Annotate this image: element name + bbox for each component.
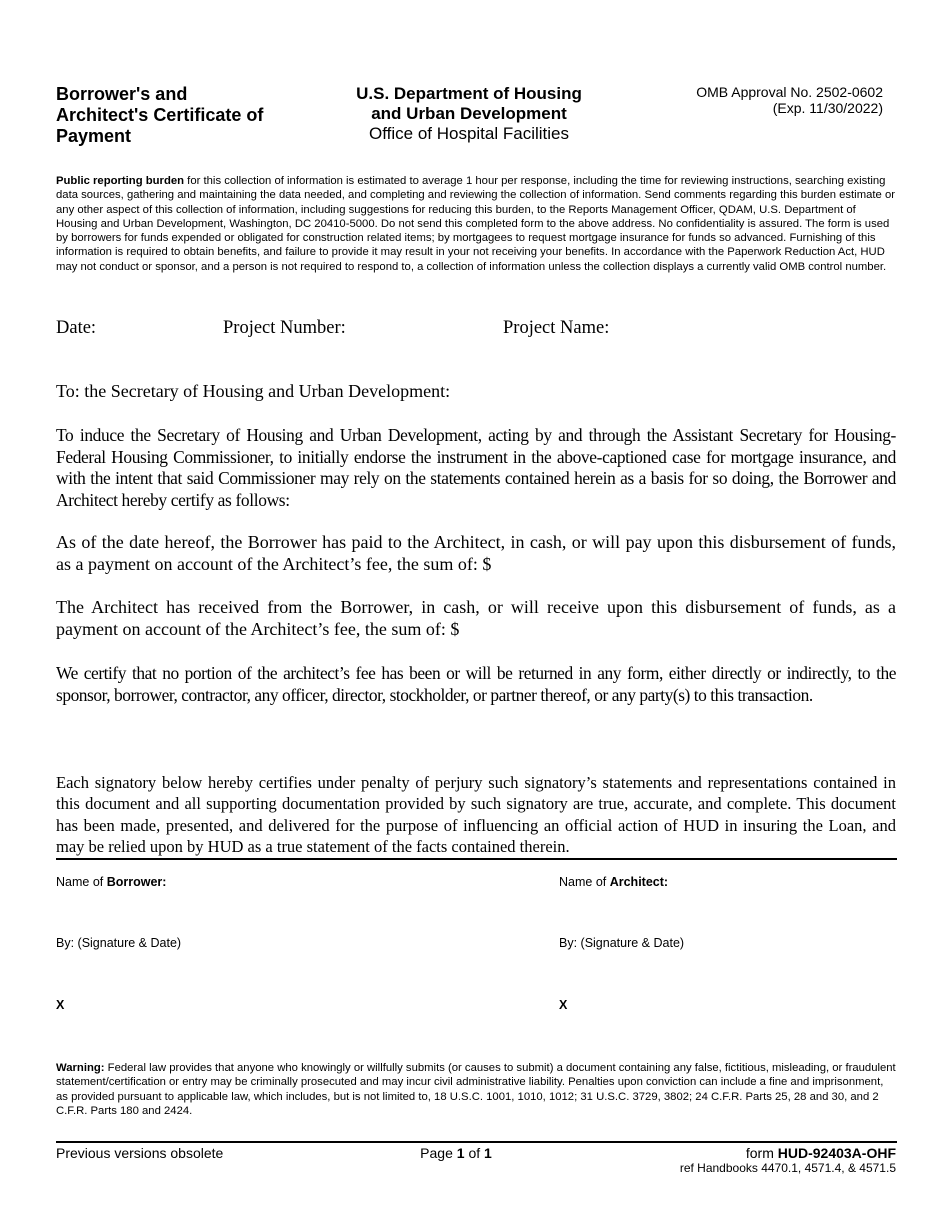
architect-signature-label: By: (Signature & Date) [559, 936, 685, 950]
architect-received-paragraph: The Architect has received from the Borrower, in cash, or will receive upon this disbursement of funds, as a payment on account of the Architect’s fee, the sum of: $ [56, 597, 896, 639]
warning-statement [56, 1061, 896, 1118]
project-name-label: Project Name: [503, 318, 610, 338]
form-title [56, 84, 306, 147]
page-current: 1 [456, 1145, 465, 1161]
omb-expiration: (Exp. 11/30/2022) [772, 100, 883, 116]
warning-label: Warning: [56, 1062, 105, 1074]
form-number-value: HUD-92403A-OHF [777, 1145, 896, 1161]
handbook-reference: ref Handbooks 4470.1, 4571.4, & 4571.5 [679, 1161, 896, 1175]
form-title-line: Payment [56, 126, 132, 146]
form-title-line: Borrower's and [56, 84, 188, 104]
borrower-signature-x: X [56, 998, 65, 1012]
date-label: Date: [56, 318, 97, 338]
addressee: To: the Secretary of Housing and Urban Development: [56, 381, 451, 401]
page-prefix: Page [420, 1145, 457, 1161]
office-name: Office of Hospital Facilities [369, 124, 569, 143]
footer-divider [56, 1141, 897, 1143]
page-of: of [464, 1145, 485, 1161]
agency-name-line2: and Urban Development [371, 104, 567, 123]
name-of-text: Name of [56, 875, 107, 889]
burden-statement [56, 174, 896, 274]
name-of-text: Name of [559, 875, 610, 889]
borrower-label: Borrower: [106, 875, 167, 889]
penalty-certification: Each signatory below hereby certifies under penalty of perjury such signatory’s statements and representations contained in this document and all supporting documentation provided by such signatory are true, accurate, and complete. This document has been made, presented, and delivered for the purpose of influencing an official action of HUD in insuring the Loan, and may be relied upon by HUD as a true statement of the facts contained therein. [56, 773, 896, 857]
signature-divider [56, 858, 897, 860]
burden-label: Public reporting burden [56, 175, 185, 187]
borrower-name-label [56, 875, 166, 889]
page-indicator [376, 1145, 536, 1161]
architect-signature-x: X [559, 998, 568, 1012]
agency-name-line1: U.S. Department of Housing [356, 84, 582, 103]
form-prefix: form [745, 1145, 778, 1161]
project-number-label: Project Number: [223, 318, 346, 338]
borrower-signature-label: By: (Signature & Date) [56, 936, 182, 950]
no-return-certification: We certify that no portion of the architect’s fee has been or will be returned in any form, either directly or indirectly, to the sponsor, borrower, contractor, any officer, director, stockholder, or partner thereof, or any party(s) to this transaction. [56, 663, 896, 705]
warning-text: Federal law provides that anyone who knowingly or willfully submits (or causes to submit) a document containing any false, fictitious, misleading, or fraudulent statement/certification or entry may be criminally prosecuted and may incur civil administrative liability. Penalties upon conviction can include a fine and imprisonment, as provided pursuant to applicable law, which includes, but is not limited to, 18 U.S.C. 1001, 1010, 1012; 31 U.S.C. 3729, 3802; 24 C.F.R. Parts 25, 28 and 30, and 2 C.F.R. Parts 180 and 2424. [56, 1062, 896, 1117]
agency-block [330, 84, 608, 144]
previous-versions-note: Previous versions obsolete [56, 1145, 224, 1161]
burden-text: for this collection of information is estimated to average 1 hour per response, including the time for reviewing instructions, searching existing data sources, gathering and maintaining the data needed, and completing and reviewing the collection of information. Send comments regarding this burden estimate or any other aspect of this collection of information, including suggestions for reducing this burden, to the Reports Management Officer, QDAM, U.S. Department of Housing and Urban Development, Washington, DC 20410-5000. Do not send this completed form to the above address. No confidentiality is assured. The form is used by borrowers for funds expended or obligated for construction related items; by mortgagees to request mortgage insurance for funds so advanced. Furnishing of this information is required to obtain benefits, and failure to provide it may result in your not receiving your benefits. In accordance with the Paperwork Reduction Act, HUD may not conduct or sponsor, and a person is not required to respond to, a collection of information unless the collection displays a currently valid OMB control number. [56, 175, 895, 273]
form-number [596, 1145, 896, 1161]
architect-label: Architect: [609, 875, 669, 889]
omb-approval: OMB Approval No. 2502-0602 [696, 84, 883, 100]
form-title-line: Architect's Certificate of [56, 105, 264, 125]
omb-block [640, 84, 883, 116]
page-total: 1 [484, 1145, 492, 1161]
inducement-paragraph: To induce the Secretary of Housing and Urban Development, acting by and through the Assistant Secretary for Housing-Federal Housing Commissioner, to initially endorse the instrument in the above-captioned case for mortgage insurance, and with the intent that said Commissioner may rely on the statements contained herein as a basis for so doing, the Borrower and Architect hereby certify as follows: [56, 425, 896, 510]
borrower-paid-paragraph: As of the date hereof, the Borrower has paid to the Architect, in cash, or will pay upon this disbursement of funds, as a payment on account of the Architect’s fee, the sum of: $ [56, 532, 896, 574]
architect-name-label [559, 875, 668, 889]
